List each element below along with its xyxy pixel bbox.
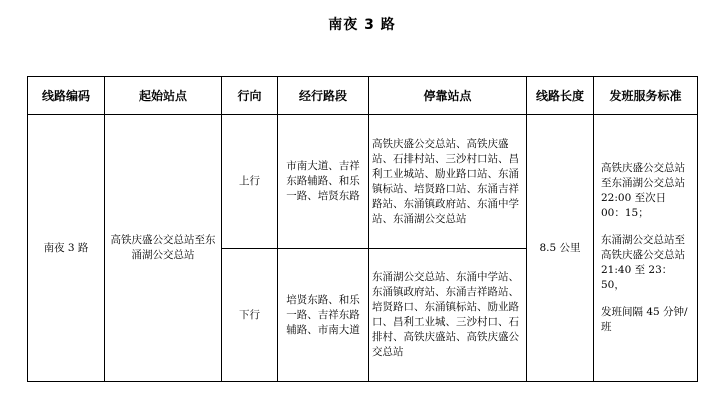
length-cell: 8.5 公里 — [527, 115, 594, 382]
stops-down-cell: 东涌湖公交总站、东涌中学站、东涌镇政府站、东涌吉祥路站、培贤路口、东涌镇标站、励业路口、昌利工业城、三沙村口、石排村、高铁庆盛站、高铁庆盛公交总站 — [369, 249, 527, 382]
start-end-cell: 高铁庆盛公交总站至东涌湖公交总站 — [105, 115, 222, 382]
service-cell — [594, 115, 698, 382]
service-return-text: 东涌湖公交总站至高铁庆盛公交总站 21:40 至 23：50， — [601, 234, 685, 291]
header-stops: 停靠站点 — [369, 77, 527, 115]
header-service: 发班服务标准 — [594, 77, 698, 115]
header-code: 线路编码 — [28, 77, 105, 115]
header-length: 线路长度 — [527, 77, 594, 115]
service-gap — [601, 221, 691, 233]
header-start-end: 起始站点 — [105, 77, 222, 115]
page-title: 南夜 3 路 — [328, 17, 396, 33]
header-section: 经行路段 — [278, 77, 369, 115]
route-table — [27, 76, 698, 382]
section-up-cell: 市南大道、吉祥东路辅路、和乐一路、培贤东路 — [278, 115, 369, 249]
header-direction: 行向 — [222, 77, 278, 115]
section-down-cell: 培贤东路、和乐一路、吉祥东路辅路、市南大道 — [278, 249, 369, 382]
service-forward-text: 高铁庆盛公交总站至东涌湖公交总站 22:00 至次日 00：15； — [601, 162, 685, 219]
direction-down-cell: 下行 — [222, 249, 278, 382]
stops-up-cell: 高铁庆盛公交总站、高铁庆盛站、石排村站、三沙村口站、昌利工业城站、励业路口站、东涌镇标站、培贤路口站、东涌吉祥路站、东涌镇政府站、东涌中学站、东涌湖公交总站 — [369, 115, 527, 249]
direction-up-cell: 上行 — [222, 115, 278, 249]
service-interval-text: 发班间隔 45 分钟/班 — [601, 306, 688, 333]
service-gap — [601, 293, 691, 305]
header-row — [28, 77, 698, 115]
route-code-cell: 南夜 3 路 — [28, 115, 105, 382]
table-row-up — [28, 115, 698, 249]
